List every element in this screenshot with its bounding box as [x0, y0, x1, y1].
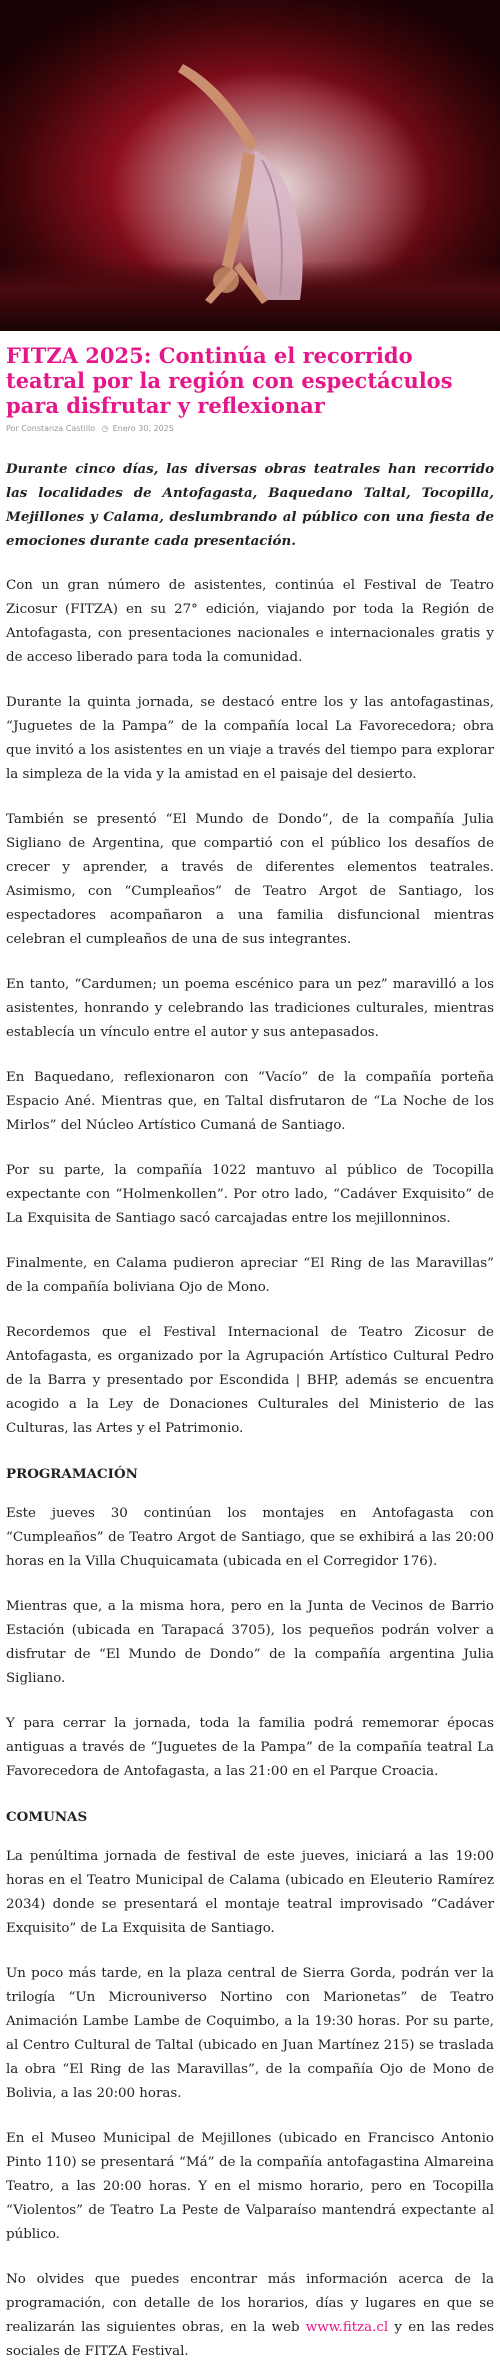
article-meta: [6, 424, 494, 433]
paragraph: En tanto, “Cardumen; un poema escénico para un pez” maravilló a los asistentes, honrando y celebrando las tradiciones culturales, mientras establecía un vínculo entre el autor y sus antepasados.: [6, 977, 494, 1040]
paragraph: En Baquedano, reflexionaron con “Vacío” de la compañía porteña Espacio Ané. Mientras que, en Taltal disfrutaron de “La Noche de los Mirlos” del Núcleo Artístico Cumaná de Santiago.: [6, 1070, 494, 1133]
paragraph: Y para cerrar la jornada, toda la familia podrá rememorar épocas antiguas a través de “Juguetes de la Pampa” de la compañía teatral La Favorecedora de Antofagasta, a las 21:00 en el Parque Croacia.: [6, 1716, 494, 1779]
dancer-illustration: [0, 0, 500, 331]
author[interactable]: Por Constanza Castillo: [6, 424, 96, 433]
section-heading-programacion: PROGRAMACIÓN: [6, 1466, 138, 1482]
paragraph: Un poco más tarde, en la plaza central de Sierra Gorda, podrán ver la trilogía “Un Microuniverso Nortino con Marionetas” de Teatro Animación Lambe Lambe de Coquimbo, a la 19:30 horas. Por su parte, al Centro Cultural de Taltal (ubicado en Juan Martínez 215) se traslada la obra “El Ring de las Maravillas”, de la compañía Ojo de Mono de Bolivia, a las 20:00 horas.: [6, 1966, 494, 2101]
article: [0, 343, 500, 2364]
publish-date: Enero 30, 2025: [112, 424, 174, 433]
hero-image: [0, 0, 500, 331]
paragraph: Mientras que, a la misma hora, pero en la Junta de Vecinos de Barrio Estación (ubicada en Tarapacá 3705), los pequeños podrán volver a disfrutar de “El Mundo de Dondo” de la compañía argentina Julia Sigliano.: [6, 1599, 494, 1686]
paragraph: Durante la quinta jornada, se destacó entre los y las antofagastinas, “Juguetes de la Pampa” de la compañía local La Favorecedora; obra que invitó a los asistentes en un viaje a través del tiempo para explorar la simpleza de la vida y la amistad en el paisaje del desierto.: [6, 695, 494, 782]
closing-text-end: y en las redes sociales de FITZA Festival.: [6, 2320, 494, 2359]
paragraph: También se presentó “El Mundo de Dondo”, de la compañía Julia Sigliano de Argentina, que compartió con el público los desafíos de crecer y aprender, a través de diferentes elementos teatrales. Asimismo, con “Cumpleaños” de Teatro Argot de Santiago, los espectadores acompañaron a una familia disfuncional mientras celebran el cumpleaños de una de sus integrantes.: [6, 812, 494, 947]
closing-paragraph: [6, 2268, 494, 2364]
fitza-website-link[interactable]: www.fitza.cl: [305, 2320, 389, 2335]
paragraph: En el Museo Municipal de Mejillones (ubicado en Francisco Antonio Pinto 110) se presentará “Má” de la compañía antofagastina Almareina Teatro, a las 20:00 horas. Y en el mismo horario, pero en Tocopilla “Violentos” de Teatro La Peste de Valparaíso mantendrá expectante al público.: [6, 2131, 494, 2242]
paragraph: Este jueves 30 continúan los montajes en Antofagasta con “Cumpleaños” de Teatro Argot de Santiago, que se exhibirá a las 20:00 horas en la Villa Chuquicamata (ubicada en el Corregidor 176).: [6, 1506, 494, 1569]
paragraph: Recordemos que el Festival Internacional de Teatro Zicosur de Antofagasta, es organizado por la Agrupación Artístico Cultural Pedro de la Barra y presentado por Escondida | BHP, además se encuentra acogido a la Ley de Donaciones Culturales del Ministerio de las Culturas, las Artes y el Patrimonio.: [6, 1325, 494, 1436]
clock-icon: ◷: [101, 424, 109, 433]
paragraph: Con un gran número de asistentes, continúa el Festival de Teatro Zicosur (FITZA) en su 27° edición, viajando por toda la Región de Antofagasta, con presentaciones nacionales e internacionales gratis y de acceso liberado para toda la comunidad.: [6, 578, 494, 665]
section-heading-comunas: COMUNAS: [6, 1809, 88, 1825]
paragraph: Finalmente, en Calama pudieron apreciar “El Ring de las Maravillas” de la compañía boliviana Ojo de Mono.: [6, 1256, 494, 1295]
article-title: FITZA 2025: Continúa el recorrido teatral por la región con espectáculos para disfrutar y reflexionar: [6, 343, 453, 418]
closing-text: No olvides que puedes encontrar más información acerca de la programación, con detalle de los horarios, días y lugares en que se realizarán las siguientes obras, en la web: [6, 2272, 494, 2335]
paragraph: Por su parte, la compañía 1022 mantuvo al público de Tocopilla expectante con “Holmenkollen”. Por otro lado, “Cadáver Exquisito” de La Exquisita de Santiago sacó carcajadas entre los mejillonninos.: [6, 1163, 494, 1226]
article-lead: Durante cinco días, las diversas obras teatrales han recorrido las localidades de Antofagasta, Baquedano Taltal, Tocopilla, Mejillones y Calama, deslumbrando al público con una fiesta de emociones durante cada presentación.: [6, 461, 494, 549]
paragraph: La penúltima jornada de festival de este jueves, iniciará a las 19:00 horas en el Teatro Municipal de Calama (ubicado en Eleuterio Ramírez 2034) donde se presentará el montaje teatral improvisado “Cadáver Exquisito” de La Exquisita de Santiago.: [6, 1849, 494, 1936]
